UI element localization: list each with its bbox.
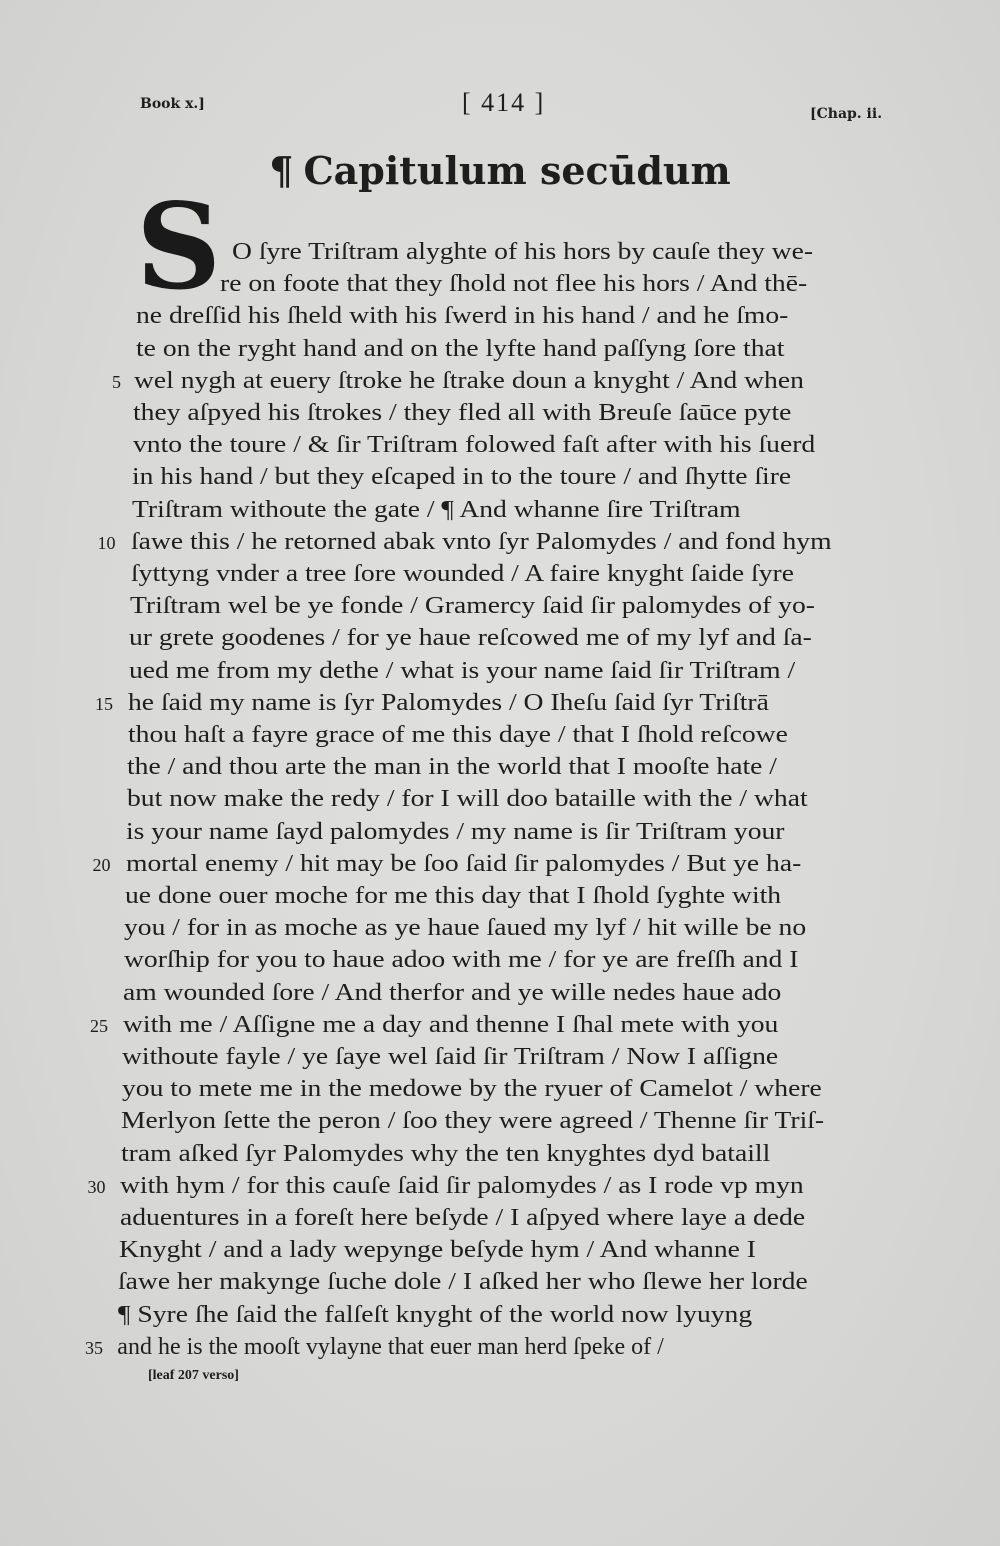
text-line: with me / Aſſigne me a day and thenne I ſhal mete with you (122, 1011, 779, 1038)
text-line: Knyght / and a lady wepynge beſyde hym / And whanne I (118, 1237, 756, 1264)
text-line: he ſaid my name is ſyr Palomydes / O Iheſu ſaid ſyr Triſtrā (128, 689, 770, 716)
text-line: ued me from my dethe / what is your name ſaid ſir Triſtram / (128, 657, 795, 684)
text-line: you to mete me in the medowe by the ryuer of Camelot / where (121, 1076, 822, 1103)
text-line: the / and thou arte the man in the world that I mooſte hate / (127, 754, 778, 781)
line-number: 15 (95, 693, 113, 714)
line-number: 30 (87, 1176, 106, 1197)
text-line: re on foote that they ſhold not flee his hors / And thē- (220, 271, 808, 298)
line-number: 20 (92, 854, 111, 875)
line-number: 35 (85, 1337, 103, 1358)
chapter-title-text: Capitulum secūdum (303, 148, 731, 193)
text-line: and he is the mooſt vylayne that euer man herd ſpeke of / (117, 1333, 664, 1360)
text-line: they aſpyed his ſtrokes / they fled all with Breuſe ſaūce pyte (133, 400, 792, 426)
drop-cap-initial: S (136, 177, 222, 316)
text-line: is your name ſayd palomydes / my name is ſir Triſtram your (126, 818, 785, 845)
text-line: am wounded ſore / And therfor and ye wille nedes haue ado (123, 979, 782, 1006)
text-line: Triſtram withoute the gate / ¶ And whanne ſire Triſtram (131, 496, 741, 523)
line-number: 25 (90, 1015, 108, 1036)
leaf-note: [leaf 207 verso] (148, 1368, 239, 1383)
line-number: 5 (112, 371, 121, 392)
text-line: thou haſt a fayre grace of me this daye / that I ſhold reſcowe (127, 722, 788, 748)
text-line: aduentures in a foreſt here beſyde / I aſpyed where laye a dede (119, 1205, 805, 1231)
page-number: [ 414 ] (462, 88, 546, 117)
text-line: Triſtram wel be ye fonde / Gramercy ſaid ſir palomydes of yo- (129, 593, 815, 620)
text-line: vnto the toure / & ſir Triſtram folowed faſt after with his ſuerd (132, 432, 815, 459)
text-line: ſawe her makynge ſuche dole / I aſked her who ſlewe her lorde (118, 1269, 809, 1296)
line-number: 10 (97, 532, 116, 553)
text-line: tram aſked ſyr Palomydes why the ten knyghtes dyd bataill (120, 1140, 770, 1167)
text-line: withoute fayle / ye ſaye wel ſaid ſir Triſtram / Now I aſſigne (122, 1044, 779, 1070)
text-line: ne dreſſid his ſheld with his ſwerd in his hand / and he ſmo- (136, 303, 789, 330)
text-line: worſhip for you to haue adoo with me / for ye are freſſh and I (123, 947, 799, 974)
book-number: Book x.] (140, 96, 205, 112)
running-head (0, 88, 1000, 132)
chapter-label: [Chap. ii. (810, 106, 883, 122)
text-line: in his hand / but they eſcaped in to the toure / and ſhytte ſire (132, 464, 792, 491)
text-line: you / for in as moche as ye haue ſaued my lyf / hit wille be no (124, 915, 807, 942)
text-line: ue done ouer moche for me this day that I ſhold ſyghte with (125, 883, 782, 909)
text-line: ſyttyng vnder a tree ſore wounded / A faire knyght ſaide ſyre (130, 561, 794, 587)
text-line: mortal enemy / hit may be ſoo ſaid ſir palomydes / But ye ha- (125, 850, 801, 877)
text-line: with hym / for this cauſe ſaid ſir palomydes / as I rode vp myn (120, 1172, 804, 1199)
text-line: wel nygh at euery ſtroke he ſtrake doun a knyght / And when (133, 367, 804, 394)
pilcrow-icon: ¶ (269, 148, 294, 193)
text-line: ſawe this / he retorned abak vnto ſyr Palomydes / and fond hym (131, 528, 832, 555)
text-line: ur grete goodenes / for ye haue reſcowed me of my lyf and ſa- (129, 625, 813, 652)
text-line: O ſyre Triſtram alyghte of his hors by cauſe they we- (232, 239, 814, 265)
text-line: te on the ryght hand and on the lyfte hand paſſyng ſore that (136, 335, 785, 362)
text-line: but now make the redy / for I will doo bataille with the / what (126, 786, 808, 813)
text-line: Merlyon ſette the peron / ſoo they were agreed / Thenne ſir Triſ- (121, 1108, 825, 1135)
text-line: ¶ Syre ſhe ſaid the falſeſt knyght of the world now lyuyng (117, 1301, 752, 1328)
